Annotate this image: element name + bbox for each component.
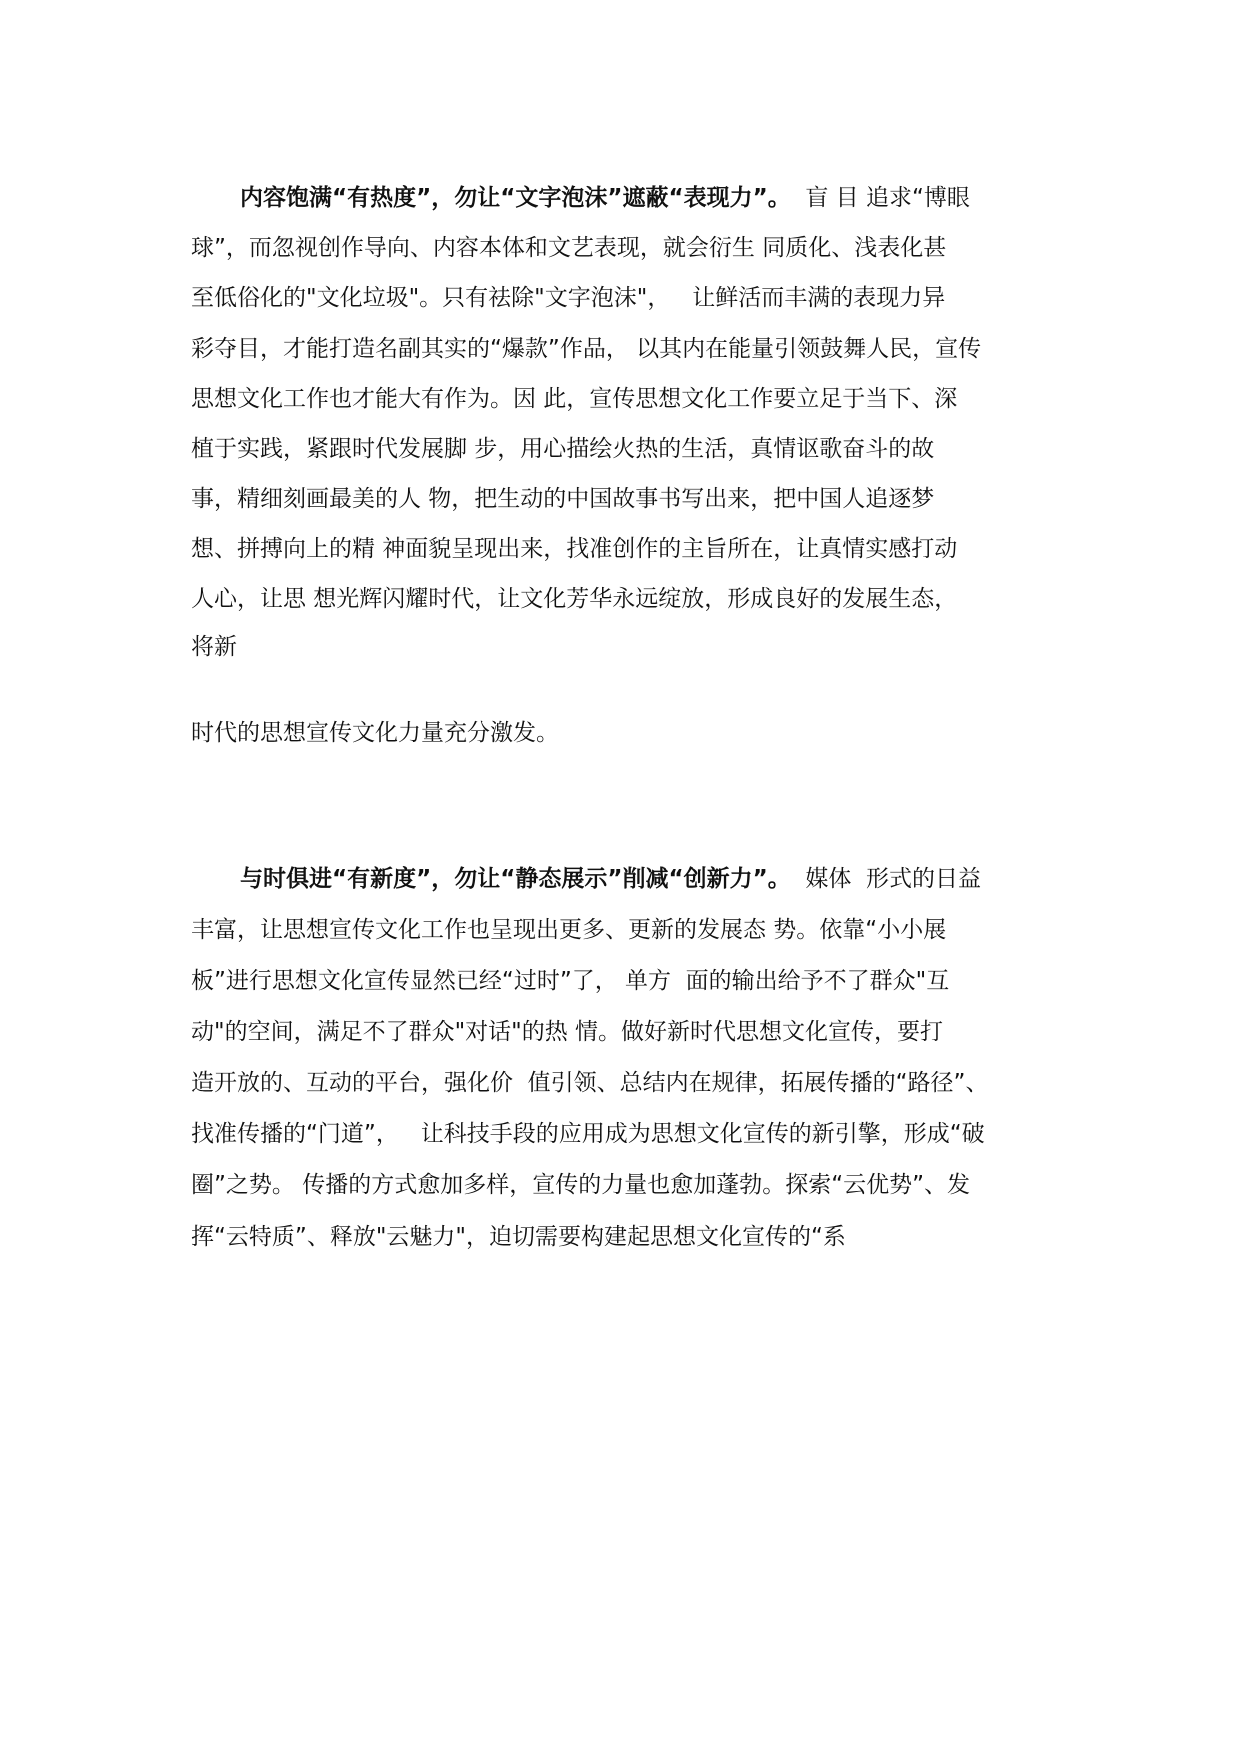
paragraph-2-line-6: 找准传播的“门道”， 让科技手段的应用成为思想文化宣传的新引擎，形成“破 [191,1121,985,1147]
paragraph-2-line-8: 挥“云特质”、释放"云魅力"，迫切需要构建起思想文化宣传的“系 [191,1224,846,1250]
paragraph-1-line-10: 将新 [191,634,237,660]
paragraph-1-line-11: 时代的思想宣传文化力量充分激发。 [191,720,559,746]
paragraph-1-line-1 [240,183,970,213]
paragraph-2-line-3: 板”进行思想文化宣传显然已经“过时”了， 单方 面的输出给予不了群众"互 [191,968,950,994]
paragraph-2-line-1 [240,864,981,894]
paragraph-1-line-8: 想、拼搏向上的精 神面貌呈现出来，找准创作的主旨所在，让真情实感打动 [191,536,958,562]
paragraph-2-line-5: 造开放的、互动的平台，强化价 值引领、总结内在规律，拓展传播的“路径”、 [191,1070,989,1096]
paragraph-1-line-6: 植于实践，紧跟时代发展脚 步，用心描绘火热的生活，真情讴歌奋斗的故 [191,436,935,462]
paragraph-2-line-4: 动"的空间，满足不了群众"对话"的热 情。做好新时代思想文化宣传，要打 [191,1019,944,1045]
paragraph-2-line-7: 圈”之势。 传播的方式愈加多样，宣传的力量也愈加蓬勃。探索“云优势”、发 [191,1172,971,1198]
paragraph-2-line-2: 丰富，让思想宣传文化工作也呈现出更多、更新的发展态 势。依靠“小小展 [191,917,947,943]
paragraph-2-heading: 与时俱进“有新度”，勿让“静态展示”削减“创新力”。 [240,866,791,892]
paragraph-1-line-7: 事，精细刻画最美的人 物，把生动的中国故事书写出来，把中国人追逐梦 [191,486,935,512]
paragraph-1-line-1-rest: 盲 目 追求“博眼 [790,185,970,211]
paragraph-1-line-3: 至低俗化的"文化垃圾"。只有祛除"文字泡沫"， 让鲜活而丰满的表现力异 [191,285,946,311]
paragraph-1-line-5: 思想文化工作也才能大有作为。因 此，宣传思想文化工作要立足于当下、深 [191,386,958,412]
paragraph-1-line-2: 球”，而忽视创作导向、内容本体和文艺表现，就会衍生 同质化、浅表化甚 [191,235,947,261]
paragraph-1-heading: 内容饱满“有热度”，勿让“文字泡沫”遮蔽“表现力”。 [240,185,791,211]
paragraph-1-line-4: 彩夺目，才能打造名副其实的“爆款”作品， 以其内在能量引领鼓舞人民，宣传 [191,336,982,362]
paragraph-1-line-9: 人心，让思 想光辉闪耀时代，让文化芳华永远绽放，形成良好的发展生态， [191,586,958,612]
paragraph-2-line-1-rest: 媒体 形式的日益 [790,866,981,892]
